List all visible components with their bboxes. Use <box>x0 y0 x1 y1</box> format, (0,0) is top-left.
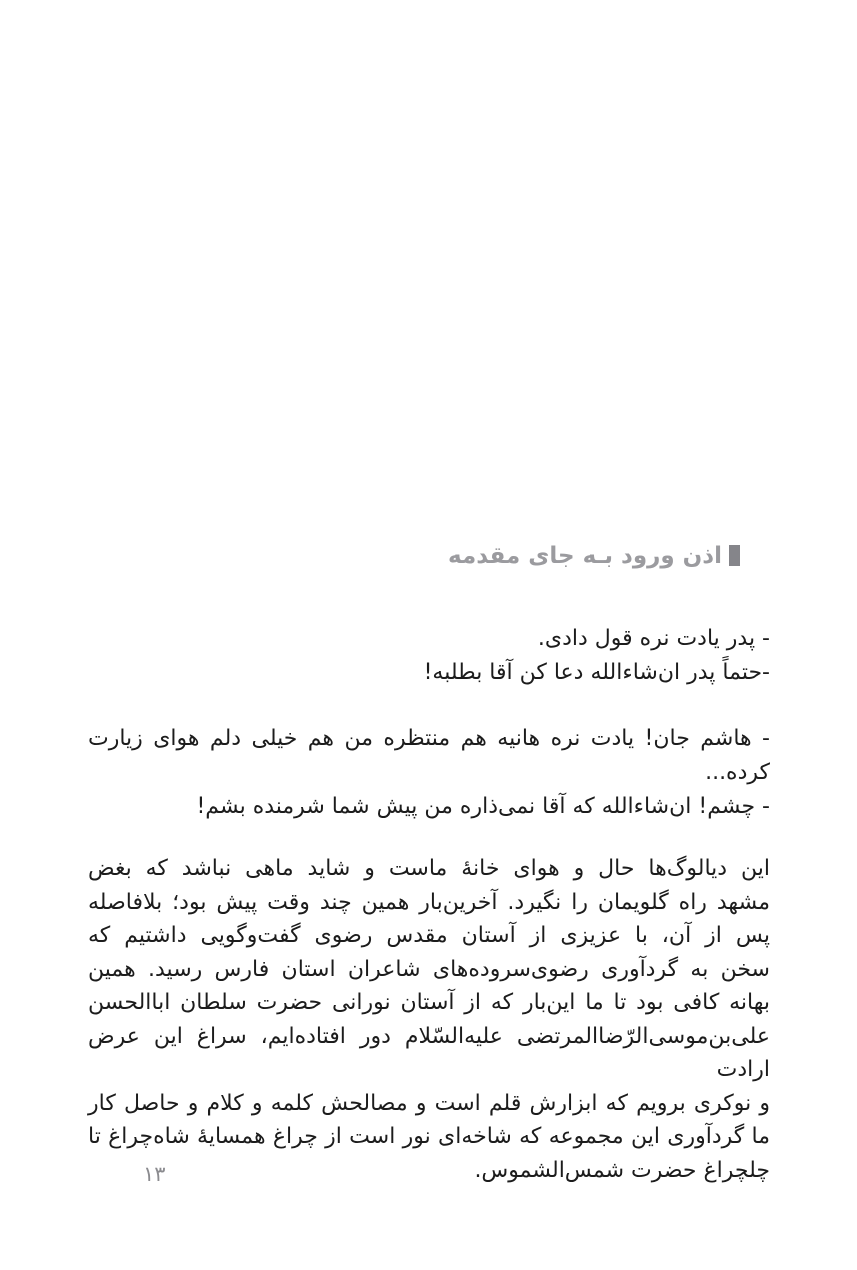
paragraph-line: علی‌بن‌موسی‌الرّضاالمرتضی علیه‌السّلام دور افتاده‌ایم، سراغ این عرض ارادت <box>88 1023 770 1082</box>
intro-paragraph <box>88 852 770 1187</box>
paragraph-line: بهانه کافی بود تا ما این‌بار که از آستان نورانی حضرت سلطان اباالحسن <box>88 990 770 1015</box>
paragraph-line: ما گردآوری این مجموعه که شاخه‌ای نور است از چراغ همسایهٔ شاه‌چراغ تا <box>88 1124 770 1149</box>
dialogue-line: -حتماً پدر ان‌شاءالله دعا کن آقا بطلبه! <box>423 660 770 685</box>
dialogue-block-1 <box>88 622 770 690</box>
paragraph-line: پس از آن، با عزیزی از آستان مقدس رضوی گفت‌وگویی داشتیم که <box>88 923 770 948</box>
paragraph-line: چلچراغ حضرت شمس‌الشموس. <box>474 1157 770 1183</box>
dialogue-line: - پدر یادت نره قول دادی. <box>537 626 770 651</box>
page-number: ۱۳ <box>143 1162 166 1186</box>
section-heading <box>88 536 740 576</box>
paragraph-line: این دیالوگ‌ها حال و هوای خانهٔ ماست و شاید ماهی نباشد که بغض <box>88 856 770 881</box>
dialogue-line: - چشم! ان‌شاءالله که آقا نمی‌ذاره من پیش شما شرمنده بشم! <box>196 794 770 819</box>
dialogue-line: - هاشم جان! یادت نره هانیه هم منتظره من هم خیلی دلم هوای زیارت <box>88 726 770 751</box>
dialogue-line: کرده... <box>705 760 770 785</box>
paragraph-line: سخن به گردآوری رضوی‌سروده‌های شاعران استان فارس رسید. همین <box>88 956 770 982</box>
paragraph-line: مشهد راه گلویمان را نگیرد. آخرین‌بار همین چند وقت پیش بود؛ بلافاصله <box>88 889 770 915</box>
section-heading-label: اذن ورود بـه جای مقدمه <box>448 543 722 569</box>
heading-square-icon <box>729 545 740 566</box>
paragraph-line: و نوکری برویم که ابزارش قلم است و مصالحش کلمه و کلام و حاصل کار <box>88 1090 770 1116</box>
dialogue-block-2 <box>88 722 770 824</box>
